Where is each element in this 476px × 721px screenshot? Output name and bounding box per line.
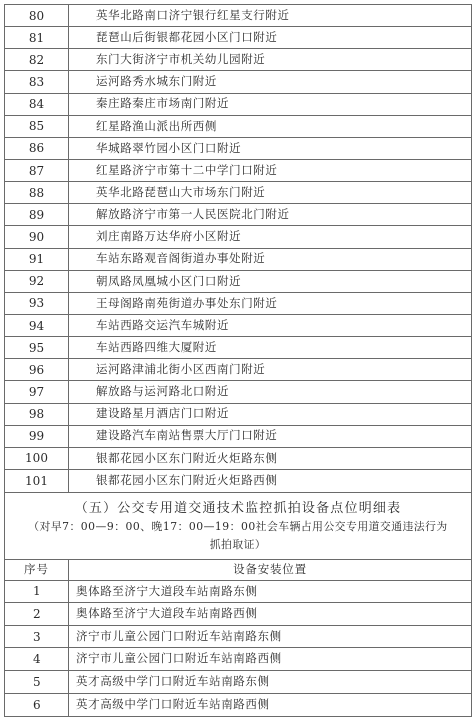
table-row: [5, 270, 471, 292]
table-row: [5, 359, 471, 381]
row-number: 82: [5, 49, 69, 71]
row-number: 91: [5, 248, 69, 270]
row-location: 奥体路至济宁大道段车站南路西侧: [69, 603, 472, 626]
row-location: 英才高级中学门口附近车站南路西侧: [69, 693, 472, 716]
row-number: 6: [5, 693, 69, 716]
row-number: 81: [5, 27, 69, 49]
table-header-row: [5, 559, 471, 580]
table-row: [5, 693, 471, 716]
row-number: 4: [5, 648, 69, 671]
monitoring-table-continued: [5, 4, 471, 492]
section-heading: [5, 492, 471, 559]
row-location: 红星路济宁市第十二中学门口附近: [69, 159, 472, 181]
row-location: 车站东路观音阁街道办事处附近: [69, 248, 472, 270]
row-location: 琵琶山后街银都花园小区门口附近: [69, 27, 472, 49]
row-number: 89: [5, 204, 69, 226]
row-location: 英华北路琵琶山大市场东门附近: [69, 182, 472, 204]
row-location: 英华北路南口济宁银行红星支行附近: [69, 5, 472, 27]
row-number: 94: [5, 314, 69, 336]
table-row: [5, 292, 471, 314]
table-row: [5, 248, 471, 270]
row-location: 车站西路交运汽车城附近: [69, 314, 472, 336]
table-row: [5, 580, 471, 603]
table-row: [5, 71, 471, 93]
row-location: 朝凤路凤凰城小区门口附近: [69, 270, 472, 292]
row-location: 华城路翠竹园小区门口附近: [69, 137, 472, 159]
row-number: 84: [5, 93, 69, 115]
table-row: [5, 115, 471, 137]
table-row: [5, 447, 471, 469]
row-location: 红星路渔山派出所西侧: [69, 115, 472, 137]
row-location: 建设路星月酒店门口附近: [69, 403, 472, 425]
table-row: [5, 137, 471, 159]
row-number: 85: [5, 115, 69, 137]
row-location: 银都花园小区东门附近火炬路西侧: [69, 469, 472, 491]
row-location: 英才高级中学门口附近车站南路东侧: [69, 670, 472, 693]
table-row: [5, 469, 471, 491]
section-note: （对早7：00—9：00、晚17：00—19：00社会车辆占用公交专用道交通违法行为抓拍取证）: [28, 519, 448, 551]
row-number: 2: [5, 603, 69, 626]
row-location: 运河路秀水城东门附近: [69, 71, 472, 93]
row-location: 车站西路四维大厦附近: [69, 337, 472, 359]
row-number: 1: [5, 580, 69, 603]
table-row: [5, 27, 471, 49]
row-number: 101: [5, 469, 69, 491]
table-row: [5, 337, 471, 359]
row-number: 90: [5, 226, 69, 248]
table-row: [5, 670, 471, 693]
table-row: [5, 381, 471, 403]
row-location: 解放路与运河路北口附近: [69, 381, 472, 403]
row-number: 3: [5, 625, 69, 648]
row-number: 87: [5, 159, 69, 181]
row-location: 东门大街济宁市机关幼儿园附近: [69, 49, 472, 71]
table-row: [5, 603, 471, 626]
row-number: 80: [5, 5, 69, 27]
table-row: [5, 182, 471, 204]
table-row: [5, 625, 471, 648]
row-number: 83: [5, 71, 69, 93]
row-number: 93: [5, 292, 69, 314]
row-number: 95: [5, 337, 69, 359]
row-location: 运河路津浦北街小区西南门附近: [69, 359, 472, 381]
row-location: 王母阁路南苑街道办事处东门附近: [69, 292, 472, 314]
row-number: 86: [5, 137, 69, 159]
row-number: 98: [5, 403, 69, 425]
header-serial-number: 序号: [5, 559, 69, 580]
row-number: 92: [5, 270, 69, 292]
row-location: 济宁市儿童公园门口附近车站南路东侧: [69, 625, 472, 648]
bus-lane-device-table: [5, 559, 471, 716]
header-install-location: 设备安装位置: [69, 559, 472, 580]
row-number: 97: [5, 381, 69, 403]
row-number: 88: [5, 182, 69, 204]
table-row: [5, 403, 471, 425]
row-number: 99: [5, 425, 69, 447]
row-location: 建设路汽车南站售票大厅门口附近: [69, 425, 472, 447]
row-location: 刘庄南路万达华府小区附近: [69, 226, 472, 248]
row-number: 96: [5, 359, 69, 381]
document-page: [4, 4, 472, 717]
table-row: [5, 648, 471, 671]
row-number: 100: [5, 447, 69, 469]
table-row: [5, 49, 471, 71]
row-location: 奥体路至济宁大道段车站南路东侧: [69, 580, 472, 603]
table-row: [5, 226, 471, 248]
table-row: [5, 204, 471, 226]
section-title: （五）公交专用道交通技术监控抓拍设备点位明细表: [74, 500, 402, 516]
table-row: [5, 425, 471, 447]
row-location: 秦庄路秦庄市场南门附近: [69, 93, 472, 115]
table-row: [5, 314, 471, 336]
row-location: 解放路济宁市第一人民医院北门附近: [69, 204, 472, 226]
table-row: [5, 5, 471, 27]
row-location: 济宁市儿童公园门口附近车站南路西侧: [69, 648, 472, 671]
row-location: 银都花园小区东门附近火炬路东侧: [69, 447, 472, 469]
table-row: [5, 93, 471, 115]
row-number: 5: [5, 670, 69, 693]
table-row: [5, 159, 471, 181]
